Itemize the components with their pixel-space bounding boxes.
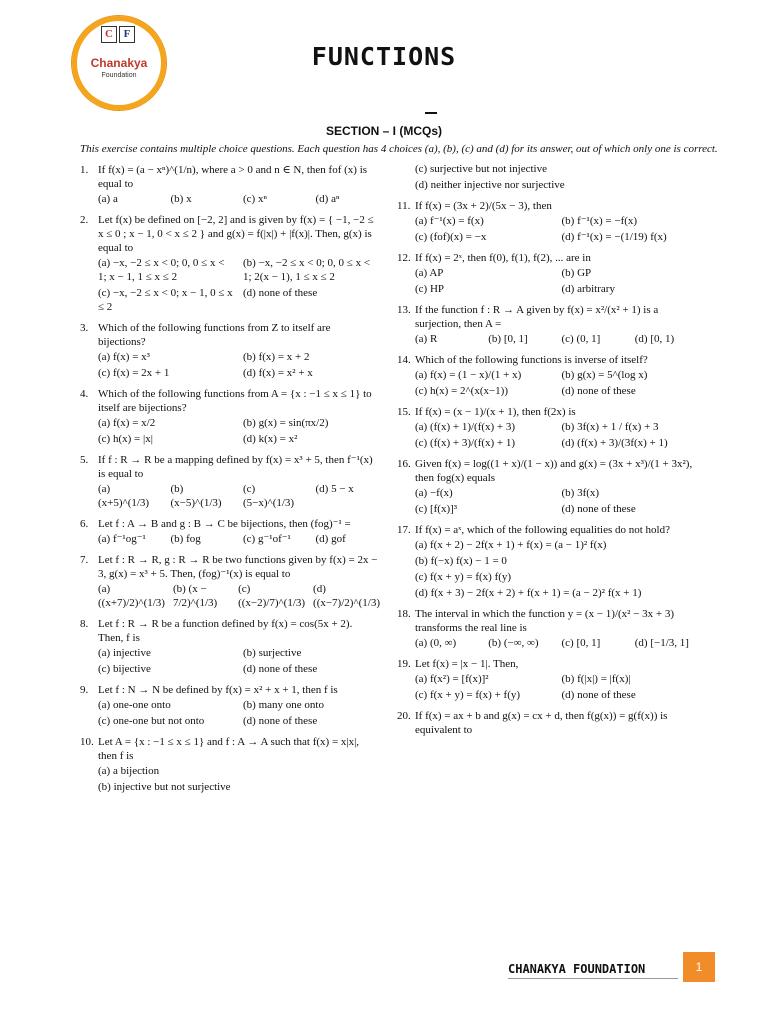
question-text: If f(x) = aˣ, which of the following equalities do not hold? <box>415 524 670 536</box>
question-text: Let f(x) = |x − 1|. Then, <box>415 658 519 670</box>
question-number: 8. <box>80 618 89 630</box>
answer-option: (a) a <box>98 193 118 205</box>
question-text: Let A = {x : −1 ≤ x ≤ 1} and f : A → A such that f(x) = x|x|, then f is <box>98 736 360 762</box>
question-text: Which of the following functions from Z to itself are bijections? <box>98 322 331 348</box>
answer-options <box>397 485 700 517</box>
question-stem <box>80 213 380 255</box>
question-number: 16. <box>397 458 411 470</box>
answer-options <box>80 481 380 511</box>
answer-option: (d) (f(x) + 3)/(3f(x) + 1) <box>561 437 668 449</box>
question-text: If f : R → R be a mapping defined by f(x) = x³ + 5, then f⁻¹(x) is equal to <box>98 454 373 480</box>
logo-sub: Foundation <box>101 72 137 79</box>
answer-options <box>397 537 700 601</box>
answer-options <box>397 213 700 245</box>
question-stem <box>397 405 700 419</box>
question-stem <box>397 607 700 635</box>
answer-option: (d) aⁿ <box>315 193 340 205</box>
question-stem <box>80 387 380 415</box>
question-stem <box>80 735 380 763</box>
question-stem <box>80 683 380 697</box>
question-stem <box>397 709 700 737</box>
answer-option: (d) f(x + 3) − 2f(x + 2) + f(x + 1) = (a − 2)² f(x + 1) <box>415 587 642 599</box>
answer-option: (b) 3f(x) <box>561 487 600 499</box>
answer-option: (a) injective <box>98 647 151 659</box>
instructions: This exercise contains multiple choice questions. Each question has 4 choices (a), (b), (c) and (d) for its answer, out of which only one is correct. <box>80 143 718 155</box>
answer-option: (a) AP <box>415 267 444 279</box>
question <box>397 457 700 517</box>
question <box>80 321 380 381</box>
right-column <box>397 161 700 743</box>
answer-options <box>397 635 700 651</box>
question-number: 7. <box>80 554 89 566</box>
question <box>397 199 700 245</box>
answer-option: (c) (0, 1] <box>561 333 601 345</box>
question-text: Which of the following functions is inverse of itself? <box>415 354 648 366</box>
question-number: 19. <box>397 658 411 670</box>
answer-option: (b) (x − 7/2)^(1/3) <box>172 583 218 609</box>
question-stem <box>80 617 380 645</box>
question-stem <box>397 457 700 485</box>
question-text: Let f : R → R be a function defined by f(x) = cos(5x + 2). Then, f is <box>98 618 353 644</box>
answer-options <box>397 419 700 451</box>
answer-option: (c) ((x−2)/7)^(1/3) <box>238 583 306 609</box>
question-number: 12. <box>397 252 411 264</box>
answer-option: (b) (x−5)^(1/3) <box>170 483 222 509</box>
answer-option: (b) GP <box>561 267 592 279</box>
question <box>397 161 700 193</box>
answer-option: (d) f(x) = x² + x <box>243 367 313 379</box>
question-stem <box>80 321 380 349</box>
question-stem <box>397 353 700 367</box>
answer-option: (c) h(x) = |x| <box>98 433 153 445</box>
question <box>80 735 380 795</box>
question-number: 20. <box>397 710 411 722</box>
question <box>397 709 700 737</box>
answer-option: (c) [f(x)]³ <box>415 503 458 515</box>
answer-option: (a) one-one onto <box>98 699 171 711</box>
footer-rule <box>508 978 678 979</box>
answer-option: (b) −x, −2 ≤ x < 0; 0, 0 ≤ x < 1; 2(x − 1), 1 ≤ x ≤ 2 <box>243 257 371 283</box>
question <box>80 453 380 511</box>
page-title: FUNCTIONS <box>311 42 457 71</box>
answer-option: (d) [−1/3, 1] <box>634 637 689 649</box>
question-text: If f(x) = 2ˣ, then f(0), f(1), f(2), ... are in <box>415 252 591 264</box>
question-text: Which of the following functions from A = {x : −1 ≤ x ≤ 1} to itself are bijections? <box>98 388 372 414</box>
answer-options <box>80 191 380 207</box>
answer-option: (a) f⁻¹og⁻¹ <box>98 533 146 545</box>
answer-option: (c) f(x + y) = f(x) f(y) <box>415 571 512 583</box>
answer-option: (c) one-one but not onto <box>98 715 205 727</box>
answer-option: (c) [0, 1] <box>561 637 601 649</box>
answer-options <box>80 415 380 447</box>
question-stem <box>80 517 380 531</box>
question <box>397 303 700 347</box>
answer-option: (a) f(x) = x/2 <box>98 417 156 429</box>
question <box>80 553 380 611</box>
answer-option: (b) f(x) = x + 2 <box>243 351 310 363</box>
answer-option: (a) f(x²) = [f(x)]² <box>415 673 489 685</box>
answer-option: (b) x <box>170 193 192 205</box>
section-heading: SECTION – I (MCQs) <box>325 124 442 138</box>
answer-option: (a) (f(x) + 1)/(f(x) + 3) <box>415 421 516 433</box>
answer-option: (b) f(|x|) = |f(x)| <box>561 673 631 685</box>
question-stem <box>397 199 700 213</box>
answer-options <box>80 255 380 315</box>
question-stem <box>80 163 380 191</box>
answer-options <box>80 581 380 611</box>
answer-options <box>397 367 700 399</box>
answer-option: (b) many one onto <box>243 699 324 711</box>
question-number: 6. <box>80 518 89 530</box>
question <box>397 251 700 297</box>
answer-options <box>80 645 380 677</box>
answer-option: (d) gof <box>315 533 346 545</box>
question-number: 15. <box>397 406 411 418</box>
answer-options <box>80 697 380 729</box>
answer-option: (a) −x, −2 ≤ x < 0; 0, 0 ≤ x < 1; x − 1, 1 ≤ x ≤ 2 <box>98 257 225 283</box>
question <box>80 683 380 729</box>
answer-options <box>397 161 700 193</box>
answer-option: (d) none of these <box>561 689 636 701</box>
question-number: 10. <box>80 736 94 748</box>
answer-option: (b) surjective <box>243 647 302 659</box>
question <box>397 353 700 399</box>
answer-option: (d) ((x−7)/2)^(1/3) <box>313 583 380 609</box>
question-text: If f(x) = ax + b and g(x) = cx + d, then f(g(x)) = g(f(x)) is equivalent to <box>415 710 668 736</box>
answer-option: (a) −f(x) <box>415 487 453 499</box>
answer-option: (b) g(x) = sin(πx/2) <box>243 417 329 429</box>
answer-options <box>397 331 700 347</box>
answer-option: (d) arbitrary <box>561 283 615 295</box>
question-number: 5. <box>80 454 89 466</box>
question <box>397 607 700 651</box>
answer-option: (a) f(x + 2) − 2f(x + 1) + f(x) = (a − 1)² f(x) <box>415 539 607 551</box>
answer-option: (c) (f(x) + 3)/(f(x) + 1) <box>415 437 516 449</box>
question-number: 4. <box>80 388 89 400</box>
answer-option: (a) f⁻¹(x) = f(x) <box>415 215 484 227</box>
question <box>80 213 380 315</box>
answer-option: (d) none of these <box>561 385 636 397</box>
question-number: 9. <box>80 684 89 696</box>
answer-option: (b) f(−x) f(x) − 1 = 0 <box>415 555 507 567</box>
question-stem <box>80 553 380 581</box>
question-stem <box>397 657 700 671</box>
question-text: Let f : N → N be defined by f(x) = x² + x + 1, then f is <box>98 684 338 696</box>
answer-option: (d) neither injective nor surjective <box>415 179 565 191</box>
answer-option: (d) k(x) = x² <box>243 433 298 445</box>
question <box>397 523 700 601</box>
question <box>80 387 380 447</box>
question-number: 11. <box>397 200 411 212</box>
question-text: The interval in which the function y = (x − 1)/(x² − 3x + 3) transforms the real line is <box>415 608 675 634</box>
answer-option: (b) (−∞, ∞) <box>488 637 539 649</box>
question-stem <box>397 303 700 331</box>
answer-options <box>397 671 700 703</box>
answer-option: (c) bijective <box>98 663 151 675</box>
answer-option: (d) none of these <box>243 663 318 675</box>
answer-option: (a) f(x) = x³ <box>98 351 150 363</box>
question-text: If f(x) = (x − 1)/(x + 1), then f(2x) is <box>415 406 576 418</box>
answer-option: (c) −x, −2 ≤ x < 0; x − 1, 0 ≤ x ≤ 2 <box>98 287 233 313</box>
question <box>80 617 380 677</box>
answer-option: (a) f(x) = (1 − x)/(1 + x) <box>415 369 522 381</box>
question-text: Let f : R → R, g : R → R be two functions given by f(x) = 2x − 3, g(x) = x³ + 5. Then, (fog)⁻¹(x) is equal to <box>98 554 378 580</box>
answer-option: (b) f⁻¹(x) = −f(x) <box>561 215 638 227</box>
answer-option: (c) g⁻¹of⁻¹ <box>243 533 291 545</box>
answer-option: (b) fog <box>170 533 201 545</box>
question-text: If f(x) = (3x + 2)/(5x − 3), then <box>415 200 552 212</box>
answer-option: (c) (fof)(x) = −x <box>415 231 487 243</box>
question <box>80 163 380 207</box>
page-number: 1 <box>683 952 715 982</box>
answer-option: (a) R <box>415 333 438 345</box>
question-text: Let f : A → B and g : B → C be bijections, then (fog)⁻¹ = <box>98 518 351 530</box>
answer-option: (c) f(x + y) = f(x) + f(y) <box>415 689 521 701</box>
answer-option: (c) HP <box>415 283 445 295</box>
answer-option: (c) surjective but not injective <box>415 163 547 175</box>
question-number: 18. <box>397 608 411 620</box>
question-number: 1. <box>80 164 89 176</box>
question-number: 2. <box>80 214 89 226</box>
question-number: 13. <box>397 304 411 316</box>
answer-option: (d) [0, 1) <box>634 333 675 345</box>
question-number: 3. <box>80 322 89 334</box>
question-text: Given f(x) = log((1 + x)/(1 − x)) and g(x) = (3x + x³)/(1 + 3x²), then fog(x) equals <box>415 458 693 484</box>
answer-option: (a) ((x+7)/2)^(1/3) <box>98 583 165 609</box>
answer-option: (c) h(x) = 2^(x(x−1)) <box>415 385 509 397</box>
answer-option: (b) 3f(x) + 1 / f(x) + 3 <box>561 421 659 433</box>
answer-option: (a) (x+5)^(1/3) <box>98 483 150 509</box>
answer-option: (c) (5−x)^(1/3) <box>243 483 295 509</box>
answer-option: (d) f⁻¹(x) = −(1/19) f(x) <box>561 231 667 243</box>
question-stem <box>397 523 700 537</box>
question-text: If f(x) = (a − xⁿ)^(1/n), where a > 0 and n ∈ N, then fof (x) is equal to <box>98 164 368 190</box>
question-stem <box>80 453 380 481</box>
question <box>80 517 380 547</box>
question <box>397 657 700 703</box>
title-dash <box>425 112 437 114</box>
answer-option: (c) f(x) = 2x + 1 <box>98 367 170 379</box>
question <box>397 405 700 451</box>
cf-mark <box>101 26 135 43</box>
logo-name: Chanakya <box>90 56 148 70</box>
logo-f: F <box>119 26 135 43</box>
footer-brand: CHANAKYA FOUNDATION <box>508 962 646 976</box>
logo-c: C <box>101 26 117 43</box>
answer-option: (c) xⁿ <box>243 193 267 205</box>
answer-option: (a) (0, ∞) <box>415 637 457 649</box>
answer-option: (a) a bijection <box>98 765 160 777</box>
answer-options <box>80 763 380 795</box>
answer-options <box>80 531 380 547</box>
left-column <box>80 163 380 801</box>
question-text: If the function f : R → A given by f(x) = x²/(x² + 1) is a surjection, then A = <box>415 304 659 330</box>
answer-option: (d) 5 − x <box>315 483 354 495</box>
answer-option: (d) none of these <box>243 287 318 299</box>
answer-option: (d) none of these <box>243 715 318 727</box>
answer-option: (d) none of these <box>561 503 636 515</box>
question-number: 17. <box>397 524 411 536</box>
question-stem <box>397 251 700 265</box>
question-number: 14. <box>397 354 411 366</box>
answer-option: (b) g(x) = 5^(log x) <box>561 369 648 381</box>
answer-option: (b) injective but not surjective <box>98 781 231 793</box>
question-text: Let f(x) be defined on [−2, 2] and is given by f(x) = { −1, −2 ≤ x ≤ 0 ; x − 1, 0 < x ≤ 2 } and g(x) = f(|x|) + |f(x)|. Then, g(x) is equal to <box>98 214 374 254</box>
answer-options <box>397 265 700 297</box>
answer-options <box>80 349 380 381</box>
answer-option: (b) [0, 1] <box>488 333 528 345</box>
